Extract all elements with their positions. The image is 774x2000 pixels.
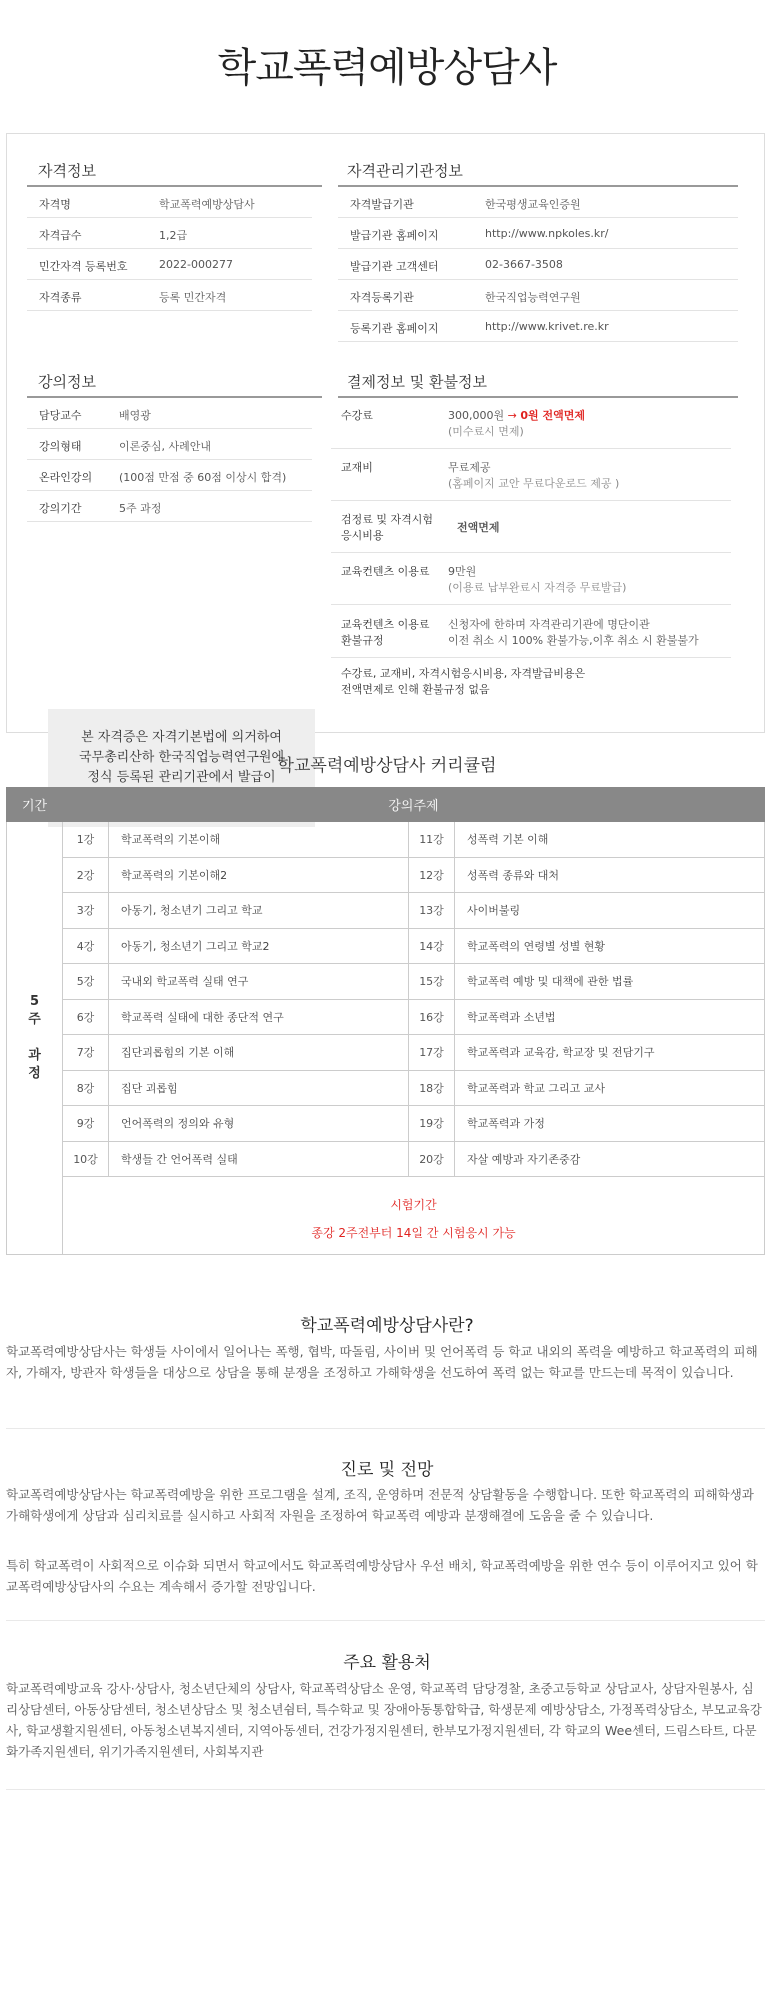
section-divider [6,1620,765,1621]
payment-divider [338,396,738,398]
lecture-topic: 학교폭력 예방 및 대책에 관한 법률 [455,964,765,1000]
tuition-label: 수강료 [341,409,373,422]
lecture-row [27,398,312,429]
lecture-topic: 자살 예방과 자기존중감 [455,1141,765,1177]
payment-row-divider [331,657,731,658]
qualification-row [27,218,312,249]
qualification-value: 1,2급 [159,229,188,242]
tuition-free: 0원 전액면제 [520,409,585,422]
tuition-price: 300,000원 [448,409,505,422]
about-text: 학교폭력예방상담사는 학생들 사이에서 일어나는 폭행, 협박, 따돌림, 사이버 및 언어폭력 등 학교 내외의 폭력을 예방하고 학교폭력의 피해자, 가해자, 방관자 학생들을 대상으로 상담을 통해 분쟁을 조정하고 가해학생을 선도하여 폭력 없는 학교를 만드는데 목적이 있습니다. [6,1344,758,1380]
table-row [7,822,765,858]
lecture-topic: 사이버불링 [455,893,765,929]
content-fee-value: 9만원 [448,565,477,578]
lecture-value: (100점 만점 중 60점 이상시 합격) [119,471,287,484]
qualification-value: 2022-000277 [159,258,233,271]
agency-row [338,249,738,280]
agency-value: 02-3667-3508 [485,258,563,271]
lecture-topic: 학교폭력의 연령별 성별 현황 [455,928,765,964]
refund-label [341,617,430,649]
payment-footer [341,666,585,698]
refund-label-line1: 교육컨텐츠 이용료 [341,618,430,631]
tuition-value [448,408,585,424]
agency-label: 자격등록기관 [350,291,414,304]
about-title: 학교폭력예방상담사란? [300,1316,474,1336]
career-text-2: 특히 학교폭력이 사회적으로 이슈화 되면서 학교에서도 학교폭력예방상담사 우선 배치, 학교폭력예방을 위한 연수 등이 이루어지고 있어 학교폭력예방상담사의 수요는 계속해서 증가할 전망입니다. [6,1558,758,1594]
period-header: 기간 [7,788,63,822]
qualification-title: 자격정보 [38,162,96,180]
exam-cell [63,1177,765,1255]
section-divider [6,1789,765,1790]
refund-value-line1: 신청자에 한하며 자격관리기관에 명단이관 [448,618,650,631]
usage-text: 학교폭력예방교육 강사·상담사, 청소년단체의 상담사, 학교폭력상담소 운영, 학교폭력 담당경찰, 초중고등학교 상담교사, 상담자원봉사, 심리상담센터, 아동상담센터, 청소년상담소 및 청소년쉼터, 특수학교 및 장애아동통합학급, 학생문제 예방상담소, 가정폭력상담소, 부모교육강사, 학교생활지원센터, 아동청소년복지센터, 지역아동센터, 건강가정지원센터, 한부모가정지원센터, 각 학교의 Wee센터, 드림스타트, 다문화가족지원센터, 위기가족지원센터, 사회복지관 [6,1681,762,1759]
agency-homepage-link[interactable]: http://www.npkoles.kr/ [485,227,609,240]
lecture-number: 14강 [409,928,455,964]
lecture-value: 배영광 [119,409,151,422]
lecture-value: 이론중심, 사례안내 [119,440,212,453]
lecture-number: 18강 [409,1070,455,1106]
payment-footer-line2: 전액면제로 인해 환불규정 없음 [341,683,490,696]
lecture-number: 9강 [63,1106,109,1142]
qualification-table [27,187,312,311]
lecture-number: 16강 [409,999,455,1035]
lecture-topic: 언어폭력의 정의와 유형 [109,1106,409,1142]
lecture-number: 6강 [63,999,109,1035]
exam-row [7,1177,765,1255]
notice-line: 정식 등록된 관리기관에서 발급이 [87,770,276,785]
table-row [7,1141,765,1177]
lecture-label: 온라인강의 [39,471,93,484]
payment-footer-line1: 수강료, 교재비, 자격시험응시비용, 자격발급비용은 [341,667,586,680]
lecture-topic: 학교폭력의 기본이해2 [109,857,409,893]
lecture-topic: 집단 괴롭힘 [109,1070,409,1106]
table-row [7,1035,765,1071]
lecture-number: 2강 [63,857,109,893]
lecture-topic: 학교폭력의 기본이해 [109,822,409,858]
agency-label: 자격발급기관 [350,198,414,211]
curriculum-title: 학교폭력예방상담사 커리큘럼 [277,756,497,776]
period-text: 주 [28,1012,41,1027]
lecture-topic: 학교폭력과 교육감, 학교장 및 전담기구 [455,1035,765,1071]
material-label: 교재비 [341,461,373,474]
lecture-label: 강의형태 [39,440,82,453]
table-row [7,893,765,929]
lecture-number: 10강 [63,1141,109,1177]
lecture-number: 15강 [409,964,455,1000]
exam-title: 시험기간 [390,1198,437,1212]
material-value: 무료제공 [448,461,491,474]
registry-homepage-link[interactable]: http://www.krivet.re.kr [485,320,609,333]
exam-fee-label [341,512,433,544]
lecture-number: 12강 [409,857,455,893]
content-fee-label: 교육컨텐츠 이용료 [341,565,430,578]
agency-label: 발급기관 고객센터 [350,260,439,273]
lecture-number: 11강 [409,822,455,858]
topic-header: 강의주제 [63,788,765,822]
qualification-label: 자격명 [39,198,71,211]
agency-row [338,187,738,218]
qualification-row [27,187,312,218]
tuition-note: (미수료시 면제) [448,425,524,438]
section-divider [6,1428,765,1429]
lecture-title: 강의정보 [38,373,96,391]
exam-fee-label-line1: 검정료 및 자격시험 [341,513,434,526]
curriculum-table [6,787,765,1255]
lecture-topic: 학교폭력과 가정 [455,1106,765,1142]
agency-row [338,280,738,311]
lecture-number: 4강 [63,928,109,964]
agency-row [338,311,738,342]
lecture-value: 5주 과정 [119,502,162,515]
payment-row-divider [331,604,731,605]
lecture-label: 담당교수 [39,409,82,422]
table-row [7,1070,765,1106]
period-text: 과 [28,1048,41,1063]
career-text-1: 학교폭력예방상담사는 학교폭력예방을 위한 프로그램을 설계, 조직, 운영하며 전문적 상담활동을 수행합니다. 또한 학교폭력의 피해학생과 가해학생에게 상담과 심리치료를 실시하고 사회적 자원을 조정하여 학교폭력 예방과 분쟁해결에 도움을 줄 수 있습니다. [6,1487,754,1523]
period-text: 정 [28,1066,41,1081]
lecture-table [27,398,312,522]
agency-value: 한국직업능력연구원 [485,291,581,304]
qualification-label: 자격종류 [39,291,82,304]
usage-title: 주요 활용처 [343,1653,431,1673]
lecture-topic: 아동기, 청소년기 그리고 학교2 [109,928,409,964]
notice-line: 본 자격증은 자격기본법에 의거하여 [81,730,282,745]
payment-title: 결제정보 및 환불정보 [347,373,487,391]
table-row [7,964,765,1000]
table-row [7,928,765,964]
lecture-number: 17강 [409,1035,455,1071]
lecture-topic: 국내외 학교폭력 실태 연구 [109,964,409,1000]
payment-row-divider [331,552,731,553]
qualification-row [27,280,312,311]
lecture-number: 8강 [63,1070,109,1106]
lecture-number: 1강 [63,822,109,858]
lecture-topic: 학교폭력과 소년법 [455,999,765,1035]
lecture-number: 5강 [63,964,109,1000]
lecture-number: 19강 [409,1106,455,1142]
exam-desc: 종강 2주전부터 14일 간 시험응시 가능 [311,1226,516,1240]
career-title: 진로 및 전망 [340,1460,434,1480]
lecture-row [27,491,312,522]
lecture-number: 20강 [409,1141,455,1177]
notice-line: 국무총리산하 한국직업능력연구원에 [78,750,285,765]
lecture-topic: 집단괴롭힘의 기본 이해 [109,1035,409,1071]
lecture-topic: 성폭력 기본 이해 [455,822,765,858]
lecture-label: 강의기간 [39,502,82,515]
qualification-value: 학교폭력예방상담사 [159,198,255,211]
period-text: 5 [29,994,40,1009]
qualification-label: 민간자격 등록번호 [39,260,128,273]
tuition-arrow: → [507,409,517,422]
qualification-row [27,249,312,280]
lecture-number: 7강 [63,1035,109,1071]
exam-fee-label-line2: 응시비용 [341,529,384,542]
lecture-number: 13강 [409,893,455,929]
page-title: 학교폭력예방상담사 [217,45,557,91]
lecture-row [27,429,312,460]
lecture-topic: 성폭력 종류와 대처 [455,857,765,893]
payment-row-divider [331,448,731,449]
lecture-topic: 학교폭력과 학교 그리고 교사 [455,1070,765,1106]
table-row [7,999,765,1035]
lecture-topic: 학교폭력 실태에 대한 종단적 연구 [109,999,409,1035]
agency-row [338,218,738,249]
content-fee-note: (이용료 납부완료시 자격증 무료발급) [448,581,627,594]
lecture-topic: 아동기, 청소년기 그리고 학교 [109,893,409,929]
agency-value: 한국평생교육인증원 [485,198,581,211]
table-row [7,857,765,893]
payment-row-divider [331,500,731,501]
table-row [7,1106,765,1142]
material-note: (홈페이지 교안 무료다운로드 제공 ) [448,477,620,490]
lecture-topic: 학생들 간 언어폭력 실태 [109,1141,409,1177]
curriculum-header-row [7,788,765,822]
agency-title: 자격관리기관정보 [347,162,463,180]
agency-label: 등록기관 홈페이지 [350,322,439,335]
period-cell [7,822,63,1255]
lecture-number: 3강 [63,893,109,929]
agency-label: 발급기관 홈페이지 [350,229,439,242]
refund-value-line2: 이전 취소 시 100% 환불가능,이후 취소 시 환불불가 [448,634,699,647]
agency-table [338,187,738,342]
exam-fee-value: 전액면제 [457,521,500,534]
qualification-value: 등록 민간자격 [159,291,227,304]
qualification-label: 자격급수 [39,229,82,242]
refund-label-line2: 환불규정 [341,634,384,647]
lecture-row [27,460,312,491]
